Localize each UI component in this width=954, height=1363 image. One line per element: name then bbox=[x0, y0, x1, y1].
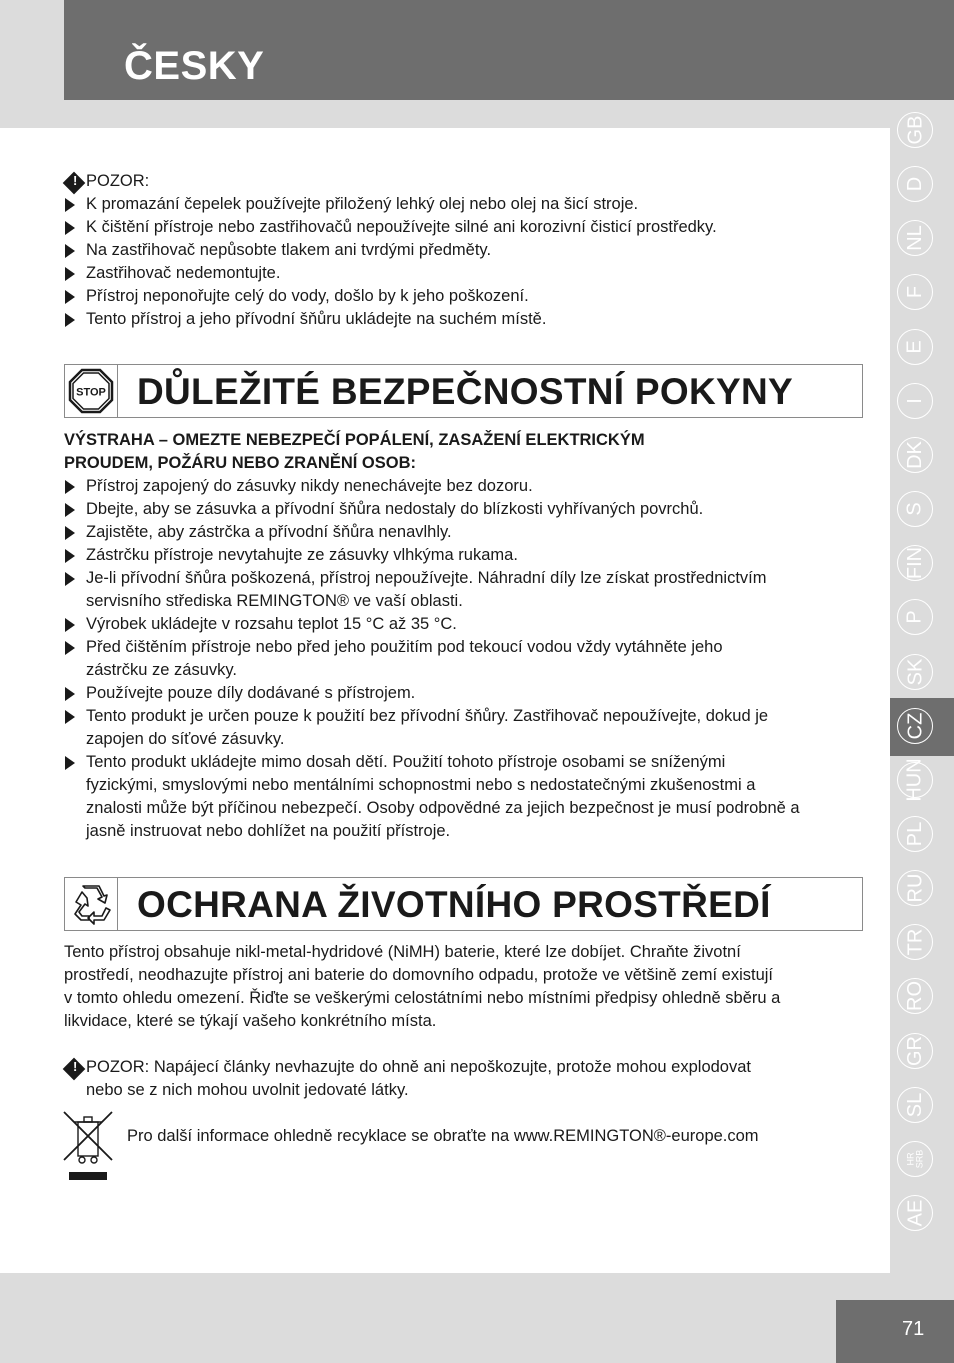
bullet-arrow-icon bbox=[65, 267, 75, 281]
battery-caution-line-2: nebo se z nich mohou uvolnit jedovaté látky. bbox=[86, 1081, 409, 1099]
safety-item: Výrobek ukládejte v rozsahu teplot 15 °C až 35 °C. bbox=[86, 615, 457, 633]
page-title: ČESKY bbox=[124, 44, 265, 88]
safety-item: zapojen do síťové zásuvky. bbox=[86, 730, 285, 748]
language-tab-p[interactable] bbox=[897, 599, 933, 635]
caution-item: K promazání čepelek používejte přiložený lehký olej nebo olej na šicí stroje. bbox=[86, 195, 639, 213]
language-tab-label: CZ bbox=[903, 712, 926, 740]
language-tab-dk[interactable] bbox=[897, 437, 933, 473]
safety-item: Zástrčku přístroje nevytahujte ze zásuvky vlhkýma rukama. bbox=[86, 546, 518, 564]
caution-item: Přístroj neponořujte celý do vody, došlo by k jeho poškození. bbox=[86, 287, 529, 305]
language-tab-hr-srb[interactable] bbox=[897, 1141, 933, 1177]
caution-item: Zastřihovač nedemontujte. bbox=[86, 264, 281, 282]
caution-item: K čištění přístroje nebo zastřihovačů nepoužívejte silné ani korozivní čisticí prostředky. bbox=[86, 218, 717, 236]
language-tab-gb[interactable] bbox=[897, 112, 933, 148]
page-number-box bbox=[836, 1300, 954, 1363]
bullet-arrow-icon bbox=[65, 572, 75, 586]
safety-item: Přístroj zapojený do zásuvky nikdy nenechávejte bez dozoru. bbox=[86, 477, 533, 495]
caution-item: Na zastřihovač nepůsobte tlakem ani tvrdými předměty. bbox=[86, 241, 492, 259]
language-tab-tr[interactable] bbox=[897, 924, 933, 960]
safety-item: zástrčku ze zásuvky. bbox=[86, 661, 237, 679]
bullet-arrow-icon bbox=[65, 480, 75, 494]
language-tab-label: DK bbox=[903, 441, 926, 469]
warning-line-2: PROUDEM, POŽÁRU NEBO ZRANĚNÍ OSOB: bbox=[64, 454, 417, 472]
safety-item: Používejte pouze díly dodávané s přístrojem. bbox=[86, 684, 416, 702]
safety-item: Zajistěte, aby zástrčka a přívodní šňůra nenavlhly. bbox=[86, 523, 452, 541]
bullet-arrow-icon bbox=[65, 549, 75, 563]
language-tab-label: TR bbox=[903, 928, 926, 956]
stop-sign-text: STOP bbox=[76, 386, 106, 399]
battery-caution-line-1: POZOR: Napájecí články nevhazujte do ohně ani nepoškozujte, protože mohou explodovat bbox=[86, 1058, 751, 1076]
language-tab-ae[interactable] bbox=[897, 1195, 933, 1231]
language-tab-label: AE bbox=[904, 1199, 926, 1227]
language-tab-d[interactable] bbox=[897, 166, 933, 202]
environment-paragraph-line: likvidace, které se týkají vašeho konkrétního místa. bbox=[64, 1012, 437, 1030]
language-tab-label: S bbox=[904, 502, 926, 516]
safety-title: DŮLEŽITÉ BEZPEČNOSTNÍ POKYNY bbox=[137, 371, 793, 412]
language-tab-sk[interactable] bbox=[897, 654, 933, 690]
bullet-arrow-icon bbox=[65, 618, 75, 632]
language-tab-hun[interactable] bbox=[897, 758, 933, 802]
language-tab-label: NL bbox=[903, 225, 926, 251]
bullet-arrow-icon bbox=[65, 198, 75, 212]
safety-item: servisního střediska REMINGTON® ve vaší oblasti. bbox=[86, 592, 463, 610]
environment-paragraph-line: Tento přístroj obsahuje nikl-metal-hydridové (NiMH) baterie, které lze dobíjet. Chraňte životní bbox=[64, 943, 741, 961]
safety-item: Je-li přívodní šňůra poškozená, přístroj nepoužívejte. Náhradní díly lze získat prostřednictvím bbox=[86, 569, 767, 587]
language-tab-e[interactable] bbox=[897, 329, 933, 365]
environment-paragraph-line: prostředí, neodhazujte přístroj ani baterie do domovního odpadu, protože ve většině zemí existují bbox=[64, 966, 774, 984]
crossed-bin-icon bbox=[62, 1110, 114, 1182]
language-tab-pl[interactable] bbox=[897, 816, 933, 852]
recycle-icon bbox=[67, 880, 115, 928]
header-bar bbox=[64, 0, 954, 100]
language-tab-cz[interactable] bbox=[897, 708, 933, 744]
safety-section-header bbox=[64, 364, 863, 418]
language-tab-gr[interactable] bbox=[897, 1033, 933, 1069]
stop-sign-icon bbox=[68, 368, 114, 414]
language-tab-label: E bbox=[904, 340, 926, 354]
language-tab-label: D bbox=[903, 176, 926, 192]
language-tab-label: GB bbox=[904, 115, 926, 145]
language-tab-ru[interactable] bbox=[897, 870, 933, 906]
recycling-info: Pro další informace ohledně recyklace se obraťte na www.REMINGTON®-europe.com bbox=[127, 1127, 759, 1145]
bullet-arrow-icon bbox=[65, 710, 75, 724]
bullet-arrow-icon bbox=[65, 641, 75, 655]
bullet-arrow-icon bbox=[65, 290, 75, 304]
language-tab-fin[interactable] bbox=[897, 545, 933, 581]
caution-item: Tento přístroj a jeho přívodní šňůru ukládejte na suchém místě. bbox=[86, 310, 547, 328]
bullet-arrow-icon bbox=[65, 313, 75, 327]
language-tab-label: RO bbox=[904, 981, 926, 1011]
bullet-arrow-icon bbox=[65, 687, 75, 701]
safety-item: Před čištěním přístroje nebo před jeho použitím pod tekoucí vodou vždy vytáhněte jeho bbox=[86, 638, 723, 656]
language-tab-f[interactable] bbox=[897, 274, 933, 310]
language-tab-i[interactable] bbox=[897, 383, 933, 419]
bullet-arrow-icon bbox=[65, 526, 75, 540]
environment-paragraph-line: v tomto ohledu omezení. Řiďte se veškerými celostátními nebo místními předpisy ohledně sběru a bbox=[64, 989, 781, 1007]
warning-line-1: VÝSTRAHA – OMEZTE NEBEZPEČÍ POPÁLENÍ, ZASAŽENÍ ELEKTRICKÝM bbox=[64, 431, 645, 449]
safety-icon-cell bbox=[65, 365, 118, 417]
language-tab-label: HUN bbox=[904, 758, 926, 802]
language-tab-s[interactable] bbox=[897, 491, 933, 527]
language-tab-label: P bbox=[904, 610, 926, 624]
bullet-arrow-icon bbox=[65, 756, 75, 770]
safety-item: Tento produkt je určen pouze k použití bez přívodní šňůry. Zastřihovač nepoužívejte, dokud je bbox=[86, 707, 769, 725]
safety-item: Dbejte, aby se zásuvka a přívodní šňůra nedostaly do blízkosti vyhřívaných povrchů. bbox=[86, 500, 704, 518]
language-tab-label: GR bbox=[904, 1036, 926, 1066]
language-tab-label: SK bbox=[904, 658, 926, 686]
safety-item: Tento produkt ukládejte mimo dosah dětí. Použití tohoto přístroje osobami se sníženými bbox=[86, 753, 726, 771]
language-tab-sl[interactable] bbox=[897, 1087, 933, 1123]
caution-label: POZOR: bbox=[86, 172, 150, 190]
language-tab-label: SL bbox=[904, 1092, 926, 1118]
environment-section-header bbox=[64, 877, 863, 931]
language-tab-label: F bbox=[904, 285, 926, 299]
language-tab-nl[interactable] bbox=[897, 220, 933, 256]
safety-item: fyzickými, smyslovými nebo mentálními schopnostmi nebo s nedostatečnými zkušenostmi a bbox=[86, 776, 756, 794]
language-tab-label: RU bbox=[903, 873, 926, 903]
environment-icon-cell bbox=[65, 878, 118, 930]
bullet-arrow-icon bbox=[65, 221, 75, 235]
safety-item: jasně instruovat nebo dohlížet na použití přístroje. bbox=[86, 822, 451, 840]
environment-title: OCHRANA ŽIVOTNÍHO PROSTŘEDÍ bbox=[137, 884, 771, 925]
page-number: 71 bbox=[902, 1318, 925, 1340]
safety-item: znalosti může být příčinou nebezpečí. Osoby odpovědné za jejich bezpečnost je musí podrobně a bbox=[86, 799, 800, 817]
bullet-arrow-icon bbox=[65, 244, 75, 258]
language-tab-label: I bbox=[904, 398, 926, 404]
language-tab-ro[interactable] bbox=[897, 978, 933, 1014]
language-tab-label: HR SRB bbox=[904, 1149, 924, 1169]
language-tab-label: FIN bbox=[904, 546, 926, 580]
language-tab-label: PL bbox=[904, 821, 926, 847]
bullet-arrow-icon bbox=[65, 503, 75, 517]
